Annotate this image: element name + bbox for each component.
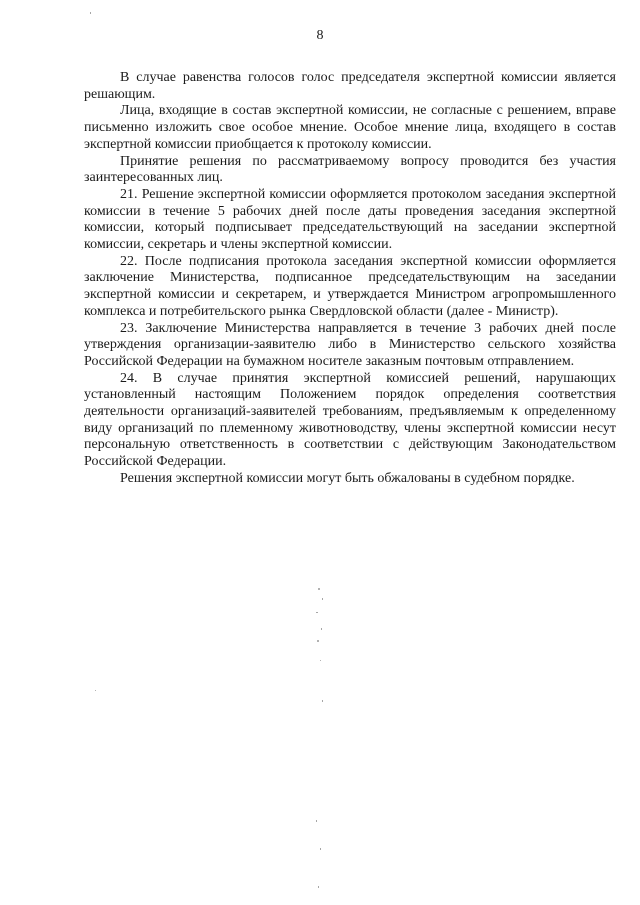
scan-speck [321,628,322,630]
scan-speck [322,598,323,600]
paragraph-item-22: 22. После подписания протокола заседания экспертной комиссии оформляется заключение Министерства, подписанное председательствующим на заседании экспертной комиссии и секретарем, и утверждается Министром агропромышленного комплекса и потребительского рынка Свердловской области (далее - Министр). [84,253,616,319]
scan-speck [318,886,319,888]
paragraph-appeal: Решения экспертной комиссии могут быть обжалованы в судебном порядке. [120,470,575,486]
scan-speck [90,12,91,14]
scan-speck [316,612,318,613]
paragraph-dissenting-opinion: Лица, входящие в состав экспертной комиссии, не согласные с решением, вправе письменно изложить свое особое мнение. Особое мнение лица, входящего в состав экспертной комиссии приобщается к протоколу комиссии. [84,103,616,152]
scan-speck [322,700,323,702]
document-body [84,70,616,488]
scan-speck [320,660,321,661]
scan-speck [320,848,321,850]
scan-speck [318,588,320,590]
scan-speck [317,640,319,642]
paragraph-tie-vote: В случае равенства голосов голос председателя экспертной комиссии является решающим. [84,70,616,102]
page-number: 8 [316,28,324,43]
scan-speck [95,690,96,691]
scan-speck [316,820,317,822]
paragraph-no-interested-parties: Принятие решения по рассматриваемому вопросу проводится без участия заинтересованных лиц. [84,153,616,186]
paragraph-item-23: 23. Заключение Министерства направляется в течение 3 рабочих дней после утверждения организации-заявителю либо в Министерство сельского хозяйства Российской Федерации на бумажном носителе заказным почтовым отправлением. [84,320,616,369]
paragraph-item-24: 24. В случае принятия экспертной комиссией решений, нарушающих установленный настоящим Положением порядок определения соответствия деятельности организаций-заявителей требованиям, предъявляемым к определенному виду организаций по племенному животноводству, члены экспертной комиссии несут персональную ответственность в соответствии с действующим Законодательством Российской Федерации. [84,370,616,470]
paragraph-item-21: 21. Решение экспертной комиссии оформляется протоколом заседания экспертной комиссии в течение 5 рабочих дней после даты проведения заседания экспертной комиссии, который подписывает председательствующий на заседании экспертной комиссии, секретарь и члены экспертной комиссии. [84,186,616,253]
